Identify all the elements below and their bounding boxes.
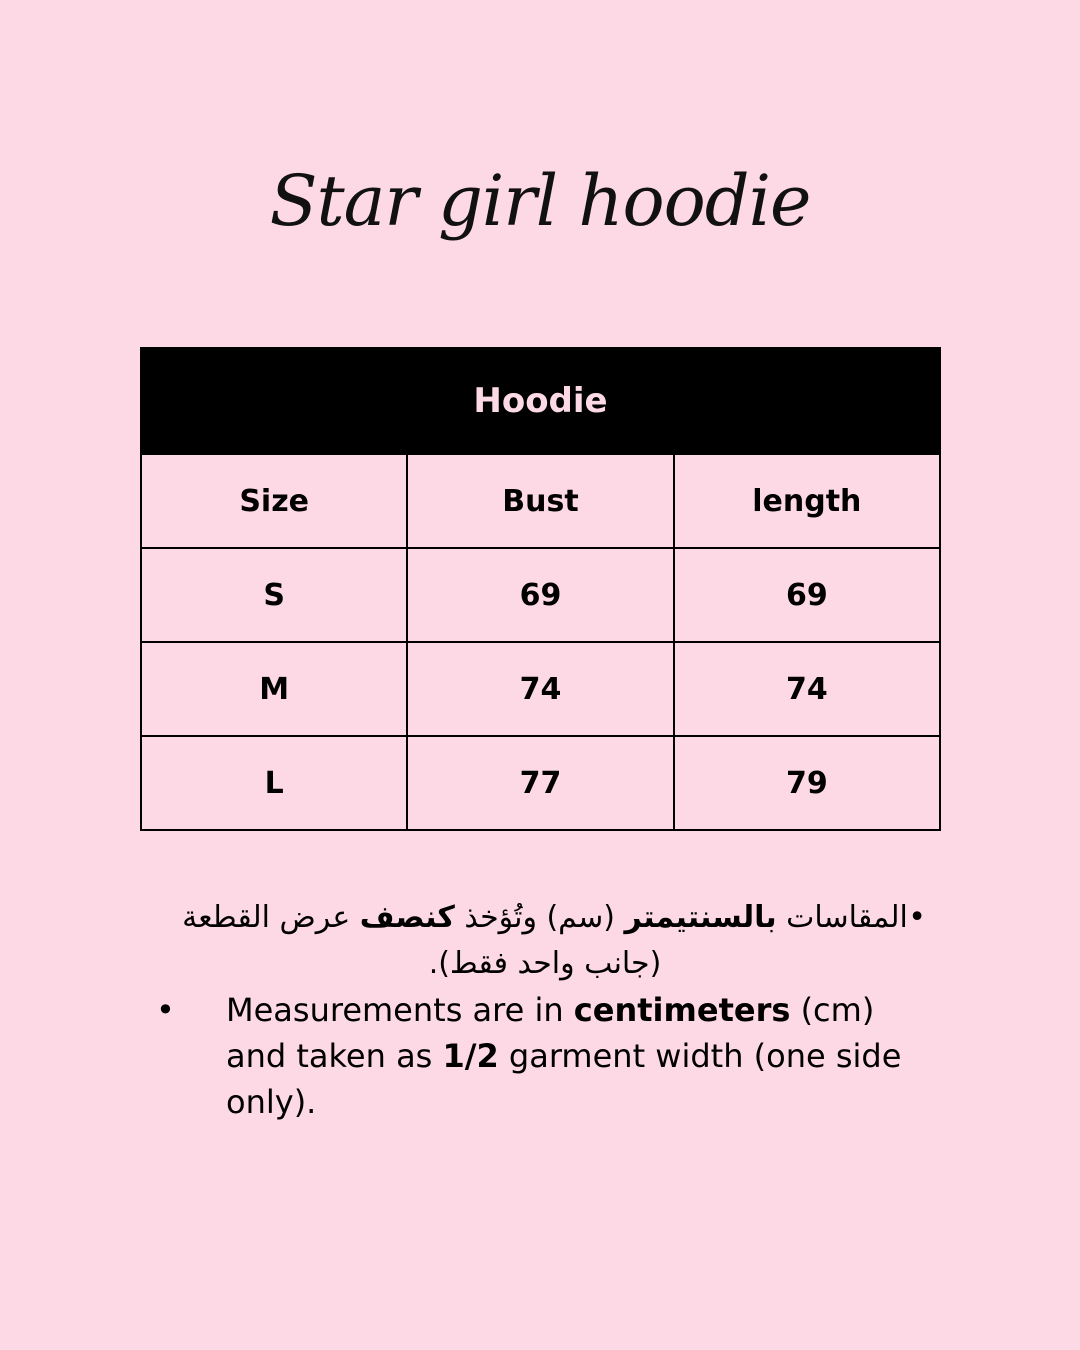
bullet-icon: • (156, 991, 175, 1029)
table-caption: Hoodie (141, 348, 940, 454)
column-header-size: Size (141, 454, 407, 548)
note-text: (سم) وتُؤخذ (454, 900, 625, 935)
size-cell: S (141, 548, 407, 642)
arabic-note (140, 895, 940, 987)
note-text: (cm) and taken as (226, 991, 875, 1075)
length-cell: 74 (674, 642, 940, 736)
note-text: عرض القطعة (جانب واحد فقط). (182, 900, 662, 981)
table-row (141, 736, 940, 830)
note-text: المقاسات (776, 900, 908, 935)
bust-cell: 69 (407, 548, 673, 642)
note-bold: كنصف (359, 900, 455, 935)
column-header-bust: Bust (407, 454, 673, 548)
table-row (141, 548, 940, 642)
page-title: Star girl hoodie (269, 160, 811, 242)
english-note (140, 987, 926, 1125)
note-bold: 1/2 (442, 1037, 499, 1075)
bullet-icon: • (908, 900, 926, 935)
size-cell: M (141, 642, 407, 736)
size-chart-table (140, 347, 941, 831)
note-bold: centimeters (573, 991, 791, 1029)
measurement-notes (140, 895, 940, 1125)
bust-cell: 74 (407, 642, 673, 736)
note-text: garment width (one side only). (226, 1037, 902, 1121)
column-header-length: length (674, 454, 940, 548)
table-row (141, 642, 940, 736)
length-cell: 79 (674, 736, 940, 830)
bust-cell: 77 (407, 736, 673, 830)
table-header-row (141, 454, 940, 548)
size-cell: L (141, 736, 407, 830)
note-text: Measurements are in (226, 991, 574, 1029)
note-bold: بالسنتيمتر (624, 900, 777, 935)
length-cell: 69 (674, 548, 940, 642)
